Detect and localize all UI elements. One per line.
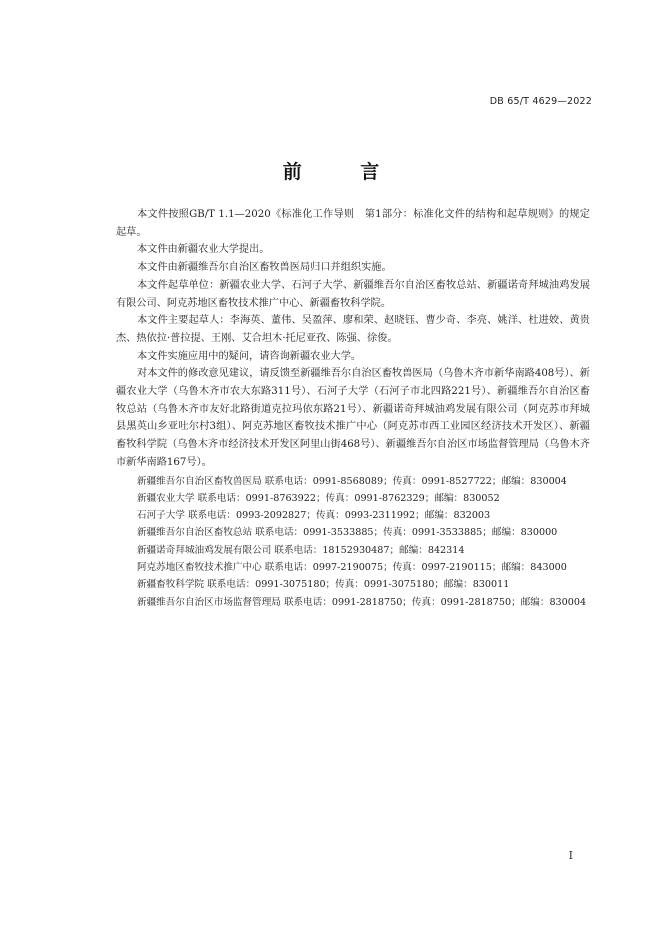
contact-row: 石河子大学 联系电话：0993-2092827；传真：0993-2311992；邮编：832003 xyxy=(137,510,491,522)
paragraph-administrator: 本文件由新疆维吾尔自治区畜牧兽医局归口并组织实施。 xyxy=(137,262,392,274)
contact-row: 新疆维吾尔自治区畜牧总站 联系电话：0991-3533885；传真：0991-3533885；邮编：830000 xyxy=(137,527,558,539)
page-title: 前 言 xyxy=(282,161,406,183)
page-number: I xyxy=(568,849,573,862)
paragraph-proposer: 本文件由新疆农业大学提出。 xyxy=(137,244,270,256)
contact-row: 新疆农业大学 联系电话：0991-8763922；传真：0991-8762329；邮编：830052 xyxy=(137,492,500,504)
contact-row: 阿克苏地区畜牧技术推广中心 联系电话：0997-2190075；传真：0997-2190115；邮编：843000 xyxy=(137,562,567,574)
standard-code: DB 65/T 4629—2022 xyxy=(489,96,592,107)
contact-row: 新疆畜牧科学院 联系电话：0991-3075180；传真：0991-3075180；邮编：830011 xyxy=(137,579,510,591)
paragraph-inquiry: 本文件实施应用中的疑问，请咨询新疆农业大学。 xyxy=(137,350,362,362)
paragraph-feedback: 对本文件的修改意见建议，请反馈至新疆维吾尔自治区畜牧兽医局（乌鲁木齐市新华南路408号）、新疆农业大学（乌鲁木齐市农大东路311号）、石河子大学（石河子市北四路221号）、新疆维吾尔自治区畜牧总站（乌鲁木齐市友好北路街道克拉玛依东路21号）、新疆诺奇拜城油鸡发展有限公司（阿克苏市拜城县黑英山乡亚吐尔村3组）、阿克苏地区畜牧技术推广中心（阿克苏市西工业园区经济技术开发区）、新疆畜牧科学院（乌鲁木齐市经济技术开发区阿里山街468号）、新疆维吾尔自治区市场监督管理局（乌鲁木齐市新华南路167号）。 xyxy=(116,368,590,468)
foreword-body xyxy=(116,206,590,611)
paragraph-drafting-basis: 本文件按照GB/T 1.1—2020《标准化工作导则 第1部分：标准化文件的结构和起草规则》的规定起草。 xyxy=(116,209,590,238)
paragraph-drafters: 本文件主要起草人：李海英、董伟、吴盈萍、廖和荣、赵晓钰、曹少奇、李亮、姚洋、杜进姣、黄贵杰、热依拉·普拉提、王刚、艾合坦木·托尼亚孜、陈强、徐俊。 xyxy=(116,315,590,344)
contact-row: 新疆维吾尔自治区市场监督管理局 联系电话：0991-2818750；传真：0991-2818750；邮编：830004 xyxy=(137,596,587,608)
contact-list xyxy=(116,473,590,611)
contact-row: 新疆诺奇拜城油鸡发展有限公司 联系电话：18152930487；邮编：842314 xyxy=(137,544,465,556)
contact-row: 新疆维吾尔自治区畜牧兽医局 联系电话：0991-8568089；传真：0991-8527722；邮编：830004 xyxy=(137,475,567,487)
paragraph-drafting-units: 本文件起草单位：新疆农业大学、石河子大学、新疆维吾尔自治区畜牧总站、新疆诺奇拜城油鸡发展有限公司、阿克苏地区畜牧技术推广中心、新疆畜牧科学院。 xyxy=(116,279,590,309)
